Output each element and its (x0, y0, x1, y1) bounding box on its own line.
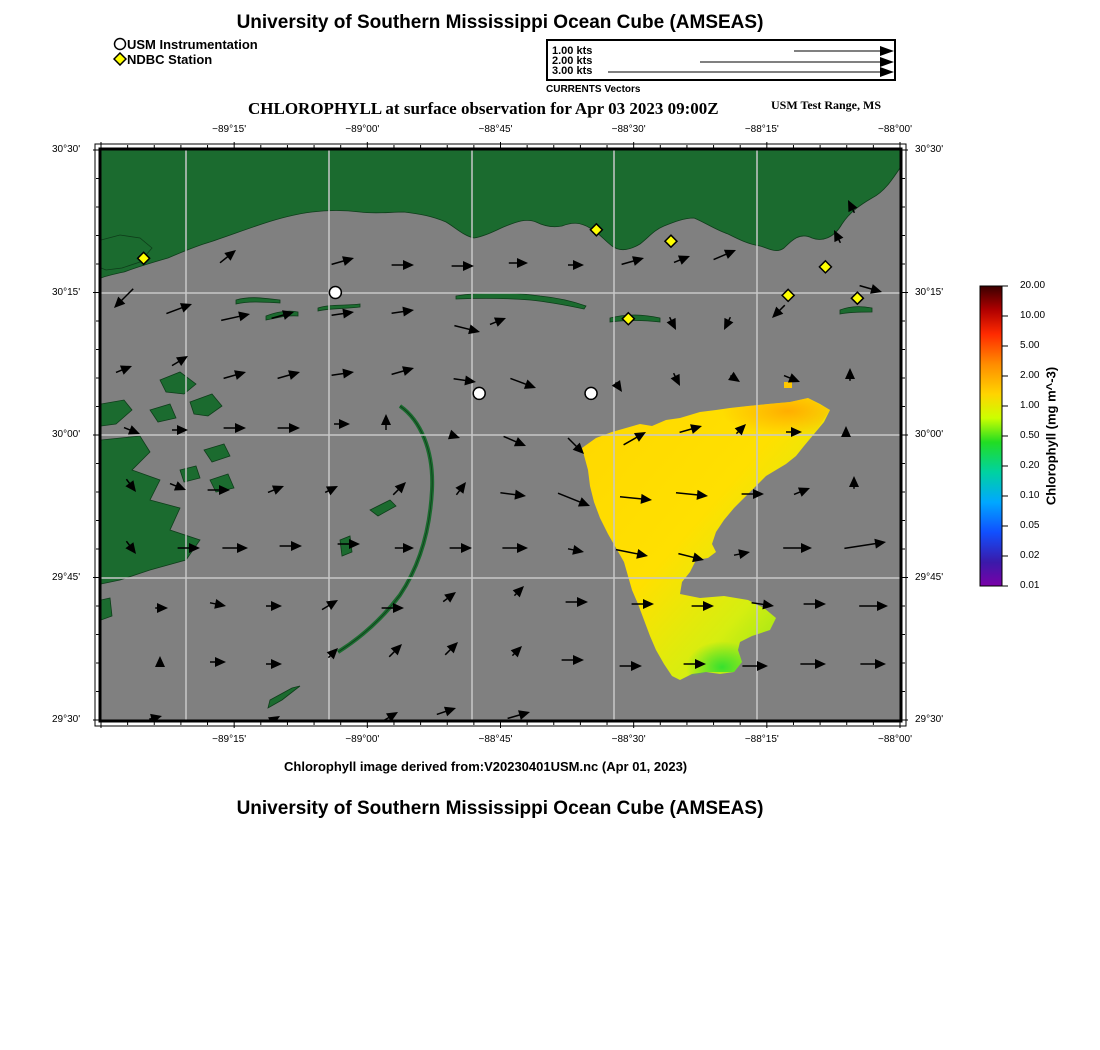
lat-label-right: 30°15' (915, 286, 944, 298)
currents-key-label-3: 3.00 kts (552, 65, 593, 77)
lat-label-left: 30°30' (52, 144, 81, 155)
colorbar-tick-label: 5.00 (1020, 340, 1040, 351)
usm-instrument-marker[interactable] (329, 287, 341, 299)
lon-label-top: −88°45' (478, 124, 513, 135)
lat-label-left: 29°45' (52, 571, 81, 583)
currents-key-label-2: 2.00 kts (552, 55, 593, 67)
lon-label-top: −88°30' (611, 124, 646, 135)
colorbar-tick-label: 0.05 (1020, 520, 1040, 531)
lon-label-bottom: −88°30' (611, 734, 646, 745)
currents-key-title: CURRENTS Vectors (546, 84, 641, 95)
usm-instrument-marker[interactable] (585, 387, 597, 399)
colorbar-ramp (980, 286, 1002, 586)
colorbar-ticks (1002, 286, 1008, 586)
colorbar-tick-label: 0.01 (1020, 580, 1040, 591)
image-source-caption: Chlorophyll image derived from:V20230401USM.nc (Apr 01, 2023) (284, 759, 688, 774)
colorbar-title: Chlorophyll (mg m^-3) (1043, 366, 1059, 506)
lon-label-top: −89°00' (345, 124, 380, 135)
lon-label-bottom: −88°00' (878, 734, 912, 745)
plume-speck (784, 382, 792, 388)
lat-label-left: 29°30' (52, 714, 81, 725)
lat-label-right: 29°45' (915, 571, 944, 583)
lon-label-bottom: −89°15' (212, 734, 247, 745)
lat-label-left: 30°15' (52, 286, 81, 298)
legend-usm-label: USM Instrumentation (127, 37, 258, 52)
lat-label-right: 30°00' (915, 429, 944, 440)
lat-label-left: 30°00' (52, 429, 81, 440)
colorbar-tick-label: 0.10 (1020, 490, 1040, 501)
range-label: USM Test Range, MS (771, 98, 882, 112)
lon-label-bottom: −89°00' (345, 734, 380, 745)
colorbar-tick-label: 0.20 (1020, 460, 1040, 471)
colorbar-tick-label: 0.02 (1020, 550, 1040, 561)
legend-ndbc-label: NDBC Station (127, 52, 213, 67)
lat-label-right: 30°30' (915, 144, 944, 155)
currents-key-label-1: 1.00 kts (552, 45, 593, 57)
map-subtitle: CHLOROPHYLL at surface observation for Apr 03 2023 09:00Z (248, 99, 719, 118)
colorbar-tick-label: 1.00 (1020, 400, 1040, 411)
footer-title: University of Southern Mississippi Ocean Cube (AMSEAS) (236, 798, 764, 819)
lon-label-bottom: −88°45' (478, 734, 513, 745)
lon-label-top: −88°15' (744, 124, 779, 135)
colorbar-tick-label: 2.00 (1020, 370, 1040, 381)
colorbar-tick-label: 10.00 (1020, 310, 1046, 321)
lon-label-top: −88°00' (878, 124, 912, 135)
colorbar-tick-label: 0.50 (1020, 430, 1040, 441)
usm-instrument-marker[interactable] (473, 387, 485, 399)
colorbar-tick-label: 20.00 (1020, 280, 1046, 291)
lon-label-bottom: −88°15' (744, 734, 779, 745)
lat-label-right: 29°30' (915, 714, 944, 725)
lon-label-top: −89°15' (212, 124, 247, 135)
page-title: University of Southern Mississippi Ocean Cube (AMSEAS) (236, 12, 764, 33)
